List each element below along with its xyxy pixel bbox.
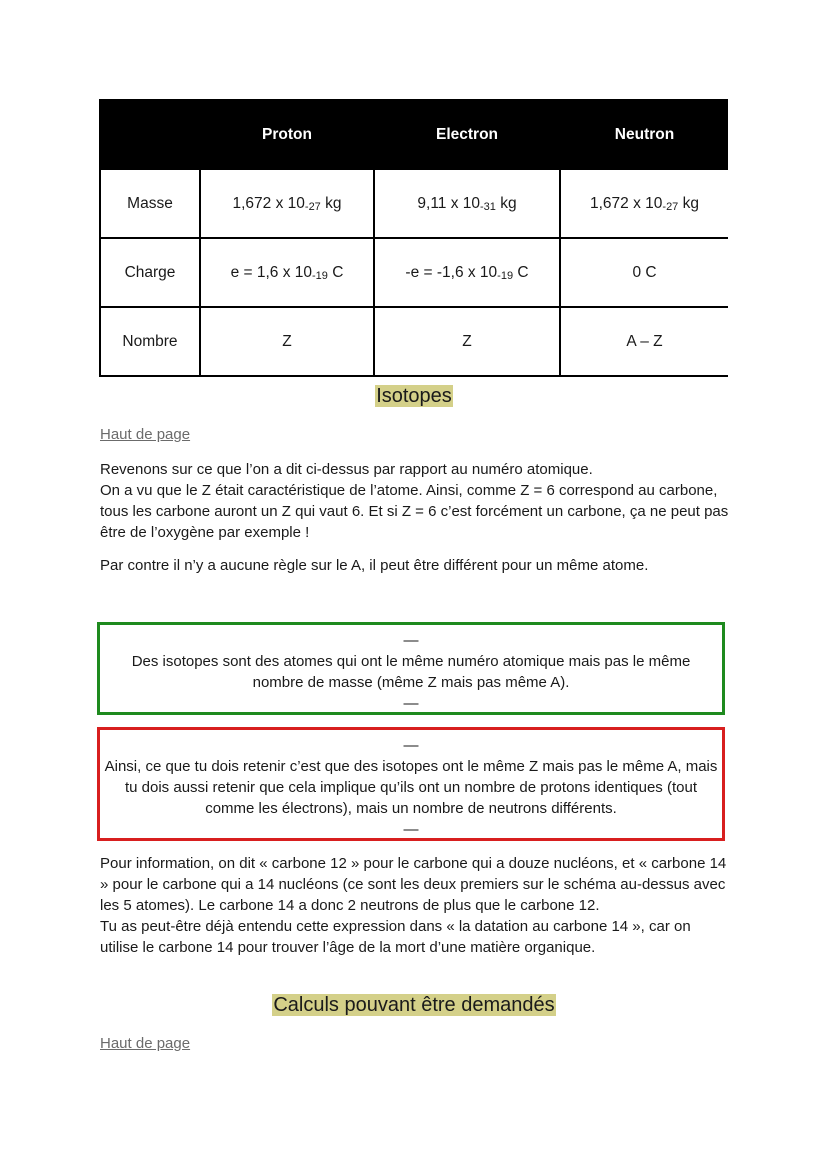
row-label: Nombre	[100, 307, 200, 376]
table-cell	[560, 238, 728, 307]
cell-value: 1,672 x 10	[232, 194, 305, 212]
separator-dash: —	[403, 632, 419, 649]
table-row	[100, 238, 728, 307]
cell-value: e = 1,6 x 10	[230, 263, 313, 281]
table-cell	[374, 238, 560, 307]
cell-value: Z	[282, 332, 292, 350]
back-to-top-link[interactable]: Haut de page	[100, 1035, 191, 1052]
row-label: Masse	[100, 169, 200, 238]
separator-dash: —	[403, 737, 419, 754]
intro-text: On a vu que le Z était caractéristique de l’atome. Ainsi, comme Z = 6 correspond au carbone, tous les carbone auront un Z qui vaut 6. Et si Z = 6 c’est forcément un carbone, ça ne peut pas être de l’oxygène par exemple !	[100, 482, 729, 541]
cell-unit: C	[327, 263, 344, 281]
cell-unit: kg	[678, 194, 699, 212]
cell-value: -e = -1,6 x 10	[405, 263, 498, 281]
cell-exponent: -27	[662, 200, 679, 213]
table-cell	[200, 238, 374, 307]
back-to-top-link[interactable]: Haut de page	[100, 426, 191, 443]
table-cell	[560, 169, 728, 238]
mass-number-paragraph: Par contre il n’y a aucune règle sur le A, il peut être différent pour un même atome.	[100, 557, 649, 574]
intro-paragraph	[100, 459, 732, 543]
table-row	[100, 169, 728, 238]
heading-text: Isotopes	[376, 385, 452, 407]
cell-unit: kg	[320, 194, 342, 212]
separator-dash: —	[403, 821, 419, 838]
cell-unit: C	[513, 263, 529, 281]
cell-value: A – Z	[626, 332, 663, 350]
row-label: Charge	[100, 238, 200, 307]
table-row	[100, 307, 728, 376]
intro-line: Revenons sur ce que l’on a dit ci-dessus par rapport au numéro atomique.	[100, 461, 593, 478]
dating-info-text: Tu as peut-être déjà entendu cette expression dans « la datation au carbone 14 », car on utilise le carbone 14 pour trouver l’âge de la mort d’une matière organique.	[100, 918, 691, 956]
cell-exponent: -31	[480, 200, 496, 213]
carbon-info-text: Pour information, on dit « carbone 12 » pour le carbone qui a douze nucléons, et « carbone 14 » pour le carbone qui a 14 nucléons (ce sont les deux premiers sur le schéma au-dessus avec les 5 atomes). Le carbone 14 a donc 2 neutrons de plus que le carbone 12.	[100, 855, 727, 914]
table-cell	[560, 307, 728, 376]
table-header-cell	[100, 100, 200, 169]
key-point-text: Ainsi, ce que tu dois retenir c’est que des isotopes ont le même Z mais pas le même A, mais tu dois aussi retenir que cela implique qu’ils ont un nombre de protons identiques (tout comme les électrons), mais un nombre de neutrons différents.	[104, 758, 718, 817]
table-header-cell: Proton	[200, 100, 374, 169]
table-cell	[200, 169, 374, 238]
cell-value: 1,672 x 10	[590, 194, 663, 212]
cell-exponent: -27	[304, 200, 321, 213]
cell-value: Z	[462, 332, 472, 350]
table-cell	[374, 307, 560, 376]
table-header-row	[100, 100, 728, 169]
key-point-box	[97, 727, 725, 841]
section-heading-calculs	[0, 994, 828, 1017]
table-header-cell: Electron	[374, 100, 560, 169]
section-heading-isotopes	[0, 385, 828, 408]
definition-text: Des isotopes sont des atomes qui ont le même numéro atomique mais pas le même nombre de masse (même Z mais pas même A).	[131, 653, 691, 691]
table-cell	[374, 169, 560, 238]
cell-unit: kg	[495, 194, 517, 212]
carbon-info-paragraph	[100, 853, 732, 958]
table-cell	[200, 307, 374, 376]
particles-table	[99, 99, 728, 377]
cell-value: 9,11 x 10	[417, 194, 481, 212]
definition-box	[97, 622, 725, 715]
cell-value: 0 C	[632, 263, 657, 281]
cell-exponent: -19	[312, 269, 328, 282]
table-header-cell: Neutron	[560, 100, 728, 169]
cell-exponent: -19	[497, 269, 514, 282]
separator-dash: —	[403, 695, 419, 712]
heading-text: Calculs pouvant être demandés	[273, 994, 555, 1016]
